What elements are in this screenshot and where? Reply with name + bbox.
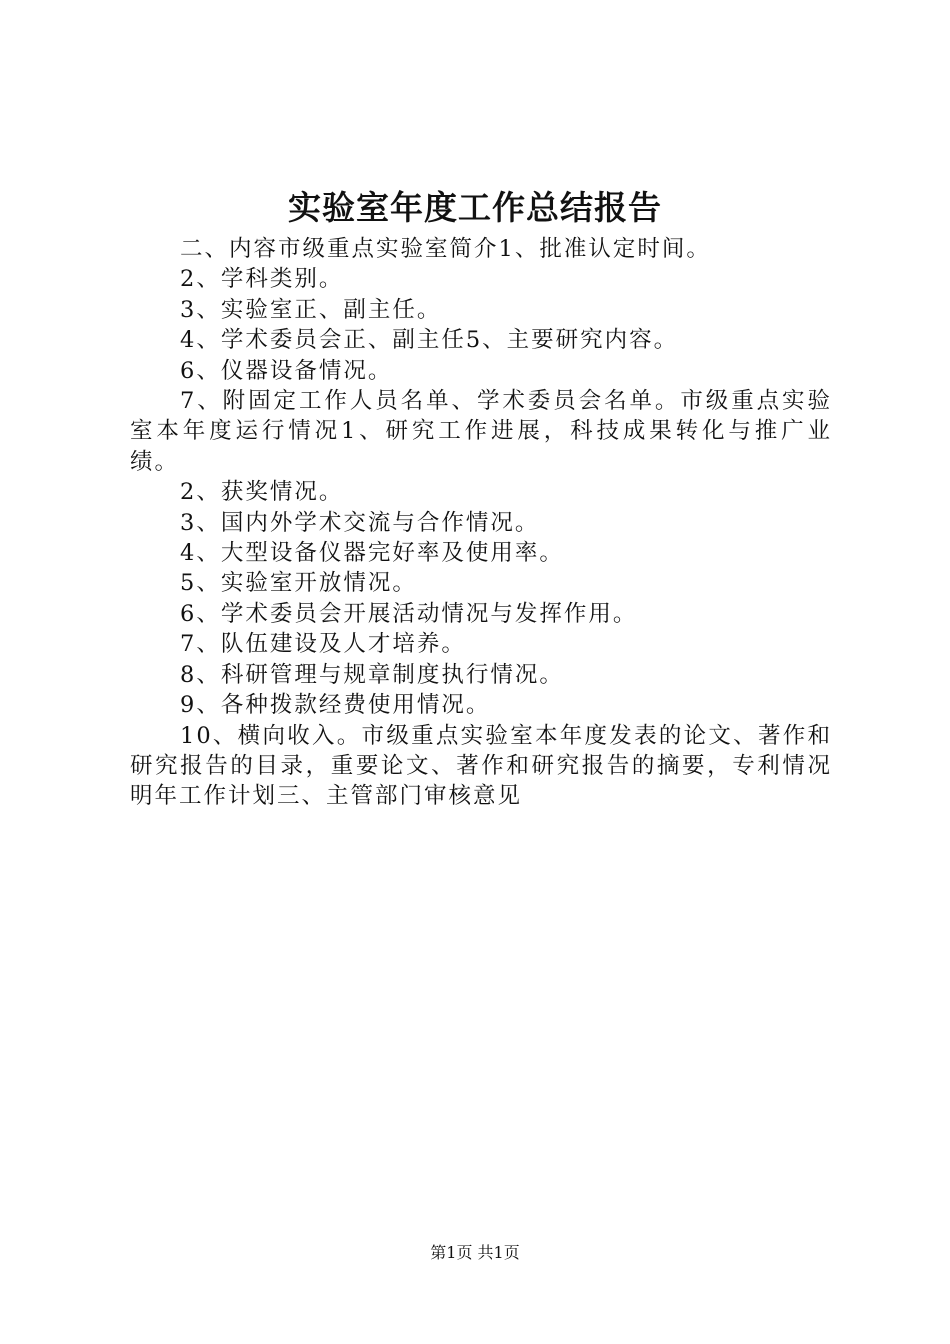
paragraph: 4、大型设备仪器完好率及使用率。 <box>180 540 564 567</box>
paragraph: 7、附固定工作人员名单、学术委员会名单。市级重点实验室本年度运行情况1、研究工作进展，科技成果转化与推广业绩。 <box>130 388 832 475</box>
paragraph: 4、学术委员会正、副主任5、主要研究内容。 <box>180 327 679 354</box>
paragraph: 3、国内外学术交流与合作情况。 <box>180 509 540 536</box>
paragraph: 3、实验室正、副主任。 <box>180 296 442 323</box>
paragraph: 二、内容市级重点实验室简介1、批准认定时间。 <box>180 236 711 262</box>
paragraph: 2、学科类别。 <box>180 266 344 293</box>
paragraph: 7、队伍建设及人才培养。 <box>180 631 466 658</box>
document-title: 实验室年度工作总结报告 <box>288 188 662 227</box>
paragraph: 9、各种拨款经费使用情况。 <box>180 692 491 719</box>
page-footer: 第1页 共1页 <box>430 1243 520 1262</box>
paragraph: 5、实验室开放情况。 <box>180 570 417 597</box>
paragraph: 2、获奖情况。 <box>180 479 344 506</box>
document-body <box>130 234 832 812</box>
paragraph: 8、科研管理与规章制度执行情况。 <box>180 661 564 688</box>
paragraph: 6、仪器设备情况。 <box>180 357 393 384</box>
paragraph: 6、学术委员会开展活动情况与发挥作用。 <box>180 600 638 627</box>
paragraph: 10、横向收入。市级重点实验室本年度发表的论文、著作和研究报告的目录，重要论文、著作和研究报告的摘要，专利情况明年工作计划三、主管部门审核意见 <box>130 722 832 810</box>
